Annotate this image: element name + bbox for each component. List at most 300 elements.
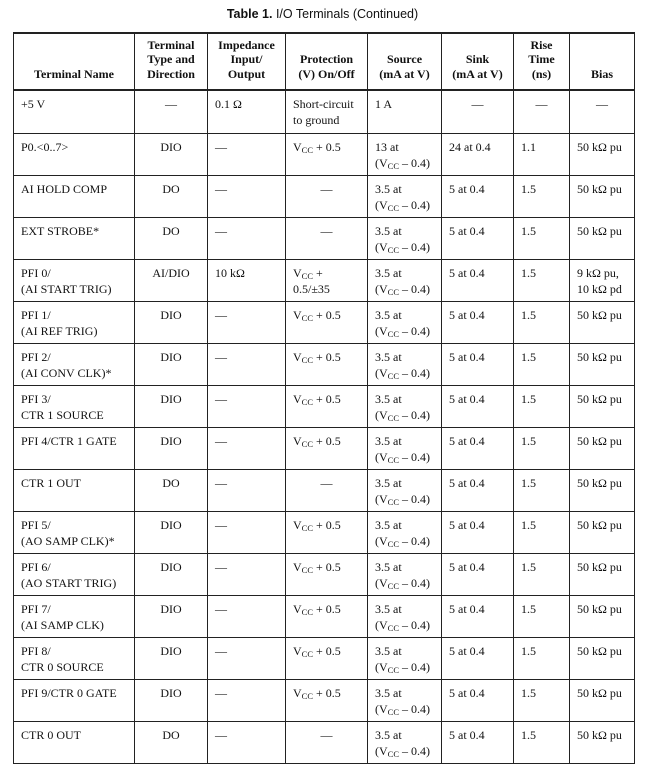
cell-impedance bbox=[208, 638, 286, 680]
protection-rest: + 0.5 bbox=[313, 140, 341, 154]
cell-protection bbox=[286, 596, 368, 638]
table-row bbox=[14, 722, 635, 764]
cell-sink bbox=[442, 512, 514, 554]
cell-type-direction bbox=[135, 176, 208, 218]
cell-bias bbox=[570, 470, 635, 512]
header-source-line-1: Source bbox=[386, 52, 423, 66]
header-row bbox=[14, 33, 635, 90]
impedance-value: — bbox=[215, 644, 227, 658]
cell-protection bbox=[286, 722, 368, 764]
terminal-name-line: CTR 0 OUT bbox=[21, 728, 81, 742]
cell-type-direction bbox=[135, 512, 208, 554]
terminal-name-line: PFI 6/ bbox=[21, 560, 51, 574]
cell-impedance bbox=[208, 596, 286, 638]
protection-v: V bbox=[293, 434, 302, 448]
header-rise-line-3: (ns) bbox=[531, 66, 552, 81]
cell-type-direction bbox=[135, 344, 208, 386]
header-type-line-3: Direction bbox=[147, 66, 195, 81]
table-row bbox=[14, 386, 635, 428]
source-line-1: 3.5 at bbox=[375, 266, 402, 280]
bias-line: 50 kΩ pu bbox=[577, 602, 622, 616]
cell-type-direction bbox=[135, 302, 208, 344]
protection-value: — bbox=[320, 728, 333, 742]
impedance-value: — bbox=[215, 140, 227, 154]
source-rest: – 0.4) bbox=[399, 408, 431, 422]
cell-type-direction bbox=[135, 722, 208, 764]
protection-value: — bbox=[320, 224, 333, 238]
type-direction-value: DIO bbox=[160, 434, 182, 448]
cell-protection bbox=[286, 470, 368, 512]
cell-rise-time bbox=[514, 134, 570, 176]
source-rest: – 0.4) bbox=[399, 324, 431, 338]
terminal-name-line: (AI SAMP CLK) bbox=[21, 618, 104, 632]
cell-bias bbox=[570, 134, 635, 176]
terminal-name-line: P0.<0..7> bbox=[21, 140, 69, 154]
impedance-value: — bbox=[215, 350, 227, 364]
cell-terminal-name bbox=[14, 596, 135, 638]
source-paren-v: (V bbox=[375, 702, 388, 716]
cell-terminal-name bbox=[14, 512, 135, 554]
protection-v: V bbox=[293, 560, 302, 574]
cell-terminal-name bbox=[14, 470, 135, 512]
protection-line: to ground bbox=[293, 113, 340, 127]
sink-value: 5 at 0.4 bbox=[449, 518, 485, 532]
protection-v: V bbox=[293, 266, 302, 280]
header-bias bbox=[570, 33, 635, 90]
cell-terminal-name bbox=[14, 386, 135, 428]
rise-time-value: 1.5 bbox=[521, 392, 536, 406]
cell-rise-time bbox=[514, 470, 570, 512]
source-paren-v: (V bbox=[375, 282, 388, 296]
table-caption-label: Table 1. bbox=[226, 7, 273, 21]
protection-value: — bbox=[320, 182, 333, 196]
cell-impedance bbox=[208, 428, 286, 470]
source-line-1: 3.5 at bbox=[375, 686, 402, 700]
cell-rise-time bbox=[514, 90, 570, 134]
cell-terminal-name bbox=[14, 176, 135, 218]
cell-terminal-name bbox=[14, 680, 135, 722]
cell-rise-time bbox=[514, 638, 570, 680]
protection-line-2: 0.5/±35 bbox=[293, 282, 330, 296]
cell-terminal-name bbox=[14, 638, 135, 680]
sink-value: 5 at 0.4 bbox=[449, 182, 485, 196]
cell-type-direction bbox=[135, 680, 208, 722]
protection-rest: + 0.5 bbox=[313, 518, 341, 532]
source-paren-v: (V bbox=[375, 576, 388, 590]
cell-source bbox=[368, 344, 442, 386]
header-impedance-line-2: Input/ bbox=[230, 52, 263, 66]
sink-value: — bbox=[471, 97, 484, 111]
header-impedance bbox=[208, 33, 286, 90]
header-type-line-2: Type and bbox=[147, 52, 195, 66]
cell-sink bbox=[442, 470, 514, 512]
cell-source bbox=[368, 260, 442, 302]
source-rest: – 0.4) bbox=[399, 660, 431, 674]
source-rest: – 0.4) bbox=[399, 282, 431, 296]
cell-rise-time bbox=[514, 386, 570, 428]
protection-subscript: CC bbox=[301, 691, 314, 701]
source-paren-v: (V bbox=[375, 408, 388, 422]
source-line-1: 3.5 at bbox=[375, 182, 402, 196]
table-body bbox=[14, 90, 635, 764]
terminal-name-line: CTR 1 SOURCE bbox=[21, 408, 104, 422]
impedance-value: — bbox=[215, 518, 227, 532]
source-subscript: CC bbox=[387, 581, 400, 591]
cell-impedance bbox=[208, 260, 286, 302]
cell-sink bbox=[442, 302, 514, 344]
protection-line: Short-circuit bbox=[293, 97, 354, 111]
terminal-name-line: PFI 5/ bbox=[21, 518, 51, 532]
bias-line: 50 kΩ pu bbox=[577, 686, 622, 700]
sink-value: 5 at 0.4 bbox=[449, 476, 485, 490]
cell-type-direction bbox=[135, 638, 208, 680]
source-paren-v: (V bbox=[375, 366, 388, 380]
terminal-name-line: PFI 7/ bbox=[21, 602, 51, 616]
rise-time-value: 1.5 bbox=[521, 560, 536, 574]
source-subscript: CC bbox=[387, 413, 400, 423]
table-row bbox=[14, 680, 635, 722]
header-source-line-2: (mA at V) bbox=[379, 66, 430, 81]
cell-sink bbox=[442, 260, 514, 302]
table-row bbox=[14, 512, 635, 554]
cell-impedance bbox=[208, 302, 286, 344]
cell-terminal-name bbox=[14, 302, 135, 344]
bias-line: 50 kΩ pu bbox=[577, 434, 622, 448]
sink-value: 24 at 0.4 bbox=[449, 140, 491, 154]
cell-type-direction bbox=[135, 218, 208, 260]
sink-value: 5 at 0.4 bbox=[449, 350, 485, 364]
source-subscript: CC bbox=[387, 161, 400, 171]
cell-sink bbox=[442, 596, 514, 638]
table-row bbox=[14, 134, 635, 176]
sink-value: 5 at 0.4 bbox=[449, 560, 485, 574]
source-paren-v: (V bbox=[375, 450, 388, 464]
terminal-name-line: PFI 4/CTR 1 GATE bbox=[21, 434, 117, 448]
source-rest: – 0.4) bbox=[399, 156, 431, 170]
cell-type-direction bbox=[135, 428, 208, 470]
source-subscript: CC bbox=[387, 707, 400, 717]
cell-bias bbox=[570, 680, 635, 722]
source-paren-v: (V bbox=[375, 534, 388, 548]
protection-rest: + bbox=[313, 266, 323, 280]
source-line-1: 3.5 at bbox=[375, 434, 402, 448]
impedance-value: — bbox=[215, 434, 227, 448]
cell-source bbox=[368, 470, 442, 512]
terminal-name-line: AI HOLD COMP bbox=[21, 182, 108, 196]
impedance-value: — bbox=[215, 392, 227, 406]
source-subscript: CC bbox=[387, 329, 400, 339]
cell-impedance bbox=[208, 722, 286, 764]
source-rest: – 0.4) bbox=[399, 240, 431, 254]
protection-value: — bbox=[320, 476, 333, 490]
table-caption bbox=[0, 7, 645, 21]
cell-protection bbox=[286, 176, 368, 218]
cell-source bbox=[368, 218, 442, 260]
terminal-name-line: PFI 9/CTR 0 GATE bbox=[21, 686, 117, 700]
protection-subscript: CC bbox=[301, 397, 314, 407]
header-sink-line-2: (mA at V) bbox=[452, 66, 503, 81]
type-direction-value: DIO bbox=[160, 560, 182, 574]
type-direction-value: DIO bbox=[160, 140, 182, 154]
terminal-name-line: PFI 0/ bbox=[21, 266, 51, 280]
rise-time-value: 1.5 bbox=[521, 728, 536, 742]
protection-subscript: CC bbox=[301, 355, 314, 365]
cell-terminal-name bbox=[14, 260, 135, 302]
bias-line: 50 kΩ pu bbox=[577, 728, 622, 742]
source-subscript: CC bbox=[387, 371, 400, 381]
protection-v: V bbox=[293, 602, 302, 616]
table-row bbox=[14, 596, 635, 638]
header-type-direction bbox=[135, 33, 208, 90]
protection-rest: + 0.5 bbox=[313, 602, 341, 616]
terminal-name-line: EXT STROBE* bbox=[21, 224, 100, 238]
sink-value: 5 at 0.4 bbox=[449, 224, 485, 238]
header-impedance-line-3: Output bbox=[227, 66, 266, 81]
cell-sink bbox=[442, 638, 514, 680]
table-row bbox=[14, 554, 635, 596]
source-rest: – 0.4) bbox=[399, 450, 431, 464]
sink-value: 5 at 0.4 bbox=[449, 392, 485, 406]
source-line-1: 3.5 at bbox=[375, 518, 402, 532]
cell-rise-time bbox=[514, 512, 570, 554]
cell-bias bbox=[570, 554, 635, 596]
protection-subscript: CC bbox=[301, 649, 314, 659]
impedance-value: — bbox=[215, 602, 227, 616]
terminal-name-line: PFI 8/ bbox=[21, 644, 51, 658]
cell-rise-time bbox=[514, 260, 570, 302]
cell-protection bbox=[286, 638, 368, 680]
sink-value: 5 at 0.4 bbox=[449, 644, 485, 658]
bias-line: 50 kΩ pu bbox=[577, 560, 622, 574]
rise-time-value: 1.5 bbox=[521, 476, 536, 490]
header-protection-line-2: (V) On/Off bbox=[298, 66, 355, 81]
terminal-name-line: (AI CONV CLK)* bbox=[21, 366, 112, 380]
bias-line: 50 kΩ pu bbox=[577, 392, 622, 406]
rise-time-value: 1.1 bbox=[521, 140, 536, 154]
source-value: 1 A bbox=[375, 97, 393, 111]
source-rest: – 0.4) bbox=[399, 198, 431, 212]
cell-impedance bbox=[208, 218, 286, 260]
cell-bias bbox=[570, 344, 635, 386]
protection-rest: + 0.5 bbox=[313, 392, 341, 406]
cell-sink bbox=[442, 386, 514, 428]
terminal-name-line: PFI 1/ bbox=[21, 308, 51, 322]
type-direction-value: AI/DIO bbox=[152, 266, 190, 280]
bias-line: — bbox=[596, 97, 608, 111]
terminal-name-line: (AO SAMP CLK)* bbox=[21, 534, 115, 548]
bias-line: 50 kΩ pu bbox=[577, 518, 622, 532]
impedance-value: — bbox=[215, 476, 227, 490]
rise-time-value: 1.5 bbox=[521, 602, 536, 616]
protection-rest: + 0.5 bbox=[313, 560, 341, 574]
source-rest: – 0.4) bbox=[399, 702, 431, 716]
cell-source bbox=[368, 512, 442, 554]
terminal-name-line: PFI 3/ bbox=[21, 392, 51, 406]
cell-source bbox=[368, 722, 442, 764]
source-paren-v: (V bbox=[375, 324, 388, 338]
terminal-name-line: (AI START TRIG) bbox=[21, 282, 112, 296]
sink-value: 5 at 0.4 bbox=[449, 686, 485, 700]
cell-protection bbox=[286, 302, 368, 344]
cell-bias bbox=[570, 176, 635, 218]
source-subscript: CC bbox=[387, 203, 400, 213]
cell-protection bbox=[286, 386, 368, 428]
header-sink-line-1: Sink bbox=[465, 52, 490, 66]
source-paren-v: (V bbox=[375, 156, 388, 170]
cell-terminal-name bbox=[14, 554, 135, 596]
rise-time-value: 1.5 bbox=[521, 686, 536, 700]
cell-bias bbox=[570, 428, 635, 470]
cell-protection bbox=[286, 512, 368, 554]
source-subscript: CC bbox=[387, 539, 400, 549]
rise-time-value: 1.5 bbox=[521, 266, 536, 280]
protection-rest: + 0.5 bbox=[313, 308, 341, 322]
header-rise-line-2: Time bbox=[528, 52, 555, 66]
sink-value: 5 at 0.4 bbox=[449, 728, 485, 742]
cell-bias bbox=[570, 218, 635, 260]
cell-type-direction bbox=[135, 386, 208, 428]
cell-terminal-name bbox=[14, 134, 135, 176]
source-subscript: CC bbox=[387, 455, 400, 465]
cell-impedance bbox=[208, 554, 286, 596]
table-row bbox=[14, 302, 635, 344]
rise-time-value: 1.5 bbox=[521, 644, 536, 658]
cell-source bbox=[368, 680, 442, 722]
cell-source bbox=[368, 428, 442, 470]
source-paren-v: (V bbox=[375, 744, 388, 758]
cell-impedance bbox=[208, 386, 286, 428]
cell-sink bbox=[442, 218, 514, 260]
source-line-1: 3.5 at bbox=[375, 644, 402, 658]
protection-subscript: CC bbox=[301, 313, 314, 323]
table-caption-text: I/O Terminals (Continued) bbox=[275, 7, 419, 21]
bias-line: 50 kΩ pu bbox=[577, 644, 622, 658]
cell-rise-time bbox=[514, 218, 570, 260]
rise-time-value: 1.5 bbox=[521, 308, 536, 322]
cell-type-direction bbox=[135, 134, 208, 176]
cell-protection bbox=[286, 344, 368, 386]
cell-protection bbox=[286, 90, 368, 134]
terminal-name-line: (AI REF TRIG) bbox=[21, 324, 98, 338]
cell-rise-time bbox=[514, 722, 570, 764]
protection-subscript: CC bbox=[301, 523, 314, 533]
type-direction-value: DIO bbox=[160, 686, 182, 700]
cell-rise-time bbox=[514, 554, 570, 596]
cell-rise-time bbox=[514, 302, 570, 344]
source-line-1: 3.5 at bbox=[375, 476, 402, 490]
cell-impedance bbox=[208, 134, 286, 176]
sink-value: 5 at 0.4 bbox=[449, 434, 485, 448]
cell-sink bbox=[442, 176, 514, 218]
bias-line: 50 kΩ pu bbox=[577, 476, 622, 490]
type-direction-value: DIO bbox=[160, 392, 182, 406]
type-direction-value: DIO bbox=[160, 644, 182, 658]
terminal-name-line: +5 V bbox=[21, 97, 46, 111]
cell-impedance bbox=[208, 470, 286, 512]
cell-protection bbox=[286, 680, 368, 722]
cell-type-direction bbox=[135, 596, 208, 638]
source-line-1: 3.5 at bbox=[375, 224, 402, 238]
bias-line: 50 kΩ pu bbox=[577, 140, 622, 154]
type-direction-value: DIO bbox=[160, 518, 182, 532]
cell-sink bbox=[442, 134, 514, 176]
header-protection bbox=[286, 33, 368, 90]
cell-bias bbox=[570, 638, 635, 680]
source-rest: – 0.4) bbox=[399, 366, 431, 380]
cell-sink bbox=[442, 554, 514, 596]
cell-source bbox=[368, 90, 442, 134]
protection-v: V bbox=[293, 518, 302, 532]
cell-terminal-name bbox=[14, 722, 135, 764]
source-paren-v: (V bbox=[375, 492, 388, 506]
type-direction-value: — bbox=[165, 97, 177, 111]
type-direction-value: DIO bbox=[160, 308, 182, 322]
source-paren-v: (V bbox=[375, 660, 388, 674]
table-row bbox=[14, 176, 635, 218]
protection-rest: + 0.5 bbox=[313, 644, 341, 658]
rise-time-value: 1.5 bbox=[521, 224, 536, 238]
rise-time-value: 1.5 bbox=[521, 350, 536, 364]
cell-source bbox=[368, 596, 442, 638]
cell-protection bbox=[286, 260, 368, 302]
bias-line: 50 kΩ pu bbox=[577, 308, 622, 322]
cell-rise-time bbox=[514, 596, 570, 638]
cell-impedance bbox=[208, 90, 286, 134]
cell-type-direction bbox=[135, 260, 208, 302]
table-row bbox=[14, 638, 635, 680]
rise-time-value: 1.5 bbox=[521, 182, 536, 196]
source-rest: – 0.4) bbox=[399, 492, 431, 506]
sink-value: 5 at 0.4 bbox=[449, 602, 485, 616]
cell-rise-time bbox=[514, 680, 570, 722]
header-terminal-name bbox=[14, 33, 135, 90]
cell-type-direction bbox=[135, 554, 208, 596]
cell-source bbox=[368, 134, 442, 176]
source-line-1: 3.5 at bbox=[375, 350, 402, 364]
cell-source bbox=[368, 176, 442, 218]
cell-terminal-name bbox=[14, 428, 135, 470]
cell-source bbox=[368, 302, 442, 344]
cell-type-direction bbox=[135, 470, 208, 512]
source-rest: – 0.4) bbox=[399, 576, 431, 590]
protection-v: V bbox=[293, 686, 302, 700]
terminal-name-line: CTR 1 OUT bbox=[21, 476, 81, 490]
cell-sink bbox=[442, 680, 514, 722]
cell-protection bbox=[286, 134, 368, 176]
cell-sink bbox=[442, 90, 514, 134]
sink-value: 5 at 0.4 bbox=[449, 308, 485, 322]
impedance-value: 0.1 Ω bbox=[215, 97, 242, 111]
cell-type-direction bbox=[135, 90, 208, 134]
cell-protection bbox=[286, 218, 368, 260]
header-terminal-name-text: Terminal Name bbox=[34, 66, 114, 81]
impedance-value: — bbox=[215, 560, 227, 574]
source-line-1: 3.5 at bbox=[375, 392, 402, 406]
source-line-1: 3.5 at bbox=[375, 560, 402, 574]
impedance-value: — bbox=[215, 686, 227, 700]
bias-line: 50 kΩ pu bbox=[577, 224, 622, 238]
source-subscript: CC bbox=[387, 623, 400, 633]
cell-bias bbox=[570, 512, 635, 554]
protection-subscript: CC bbox=[301, 145, 314, 155]
terminal-name-line: PFI 2/ bbox=[21, 350, 51, 364]
cell-protection bbox=[286, 554, 368, 596]
cell-bias bbox=[570, 302, 635, 344]
source-line-1: 13 at bbox=[375, 140, 399, 154]
type-direction-value: DO bbox=[162, 476, 180, 490]
cell-rise-time bbox=[514, 428, 570, 470]
type-direction-value: DIO bbox=[160, 602, 182, 616]
